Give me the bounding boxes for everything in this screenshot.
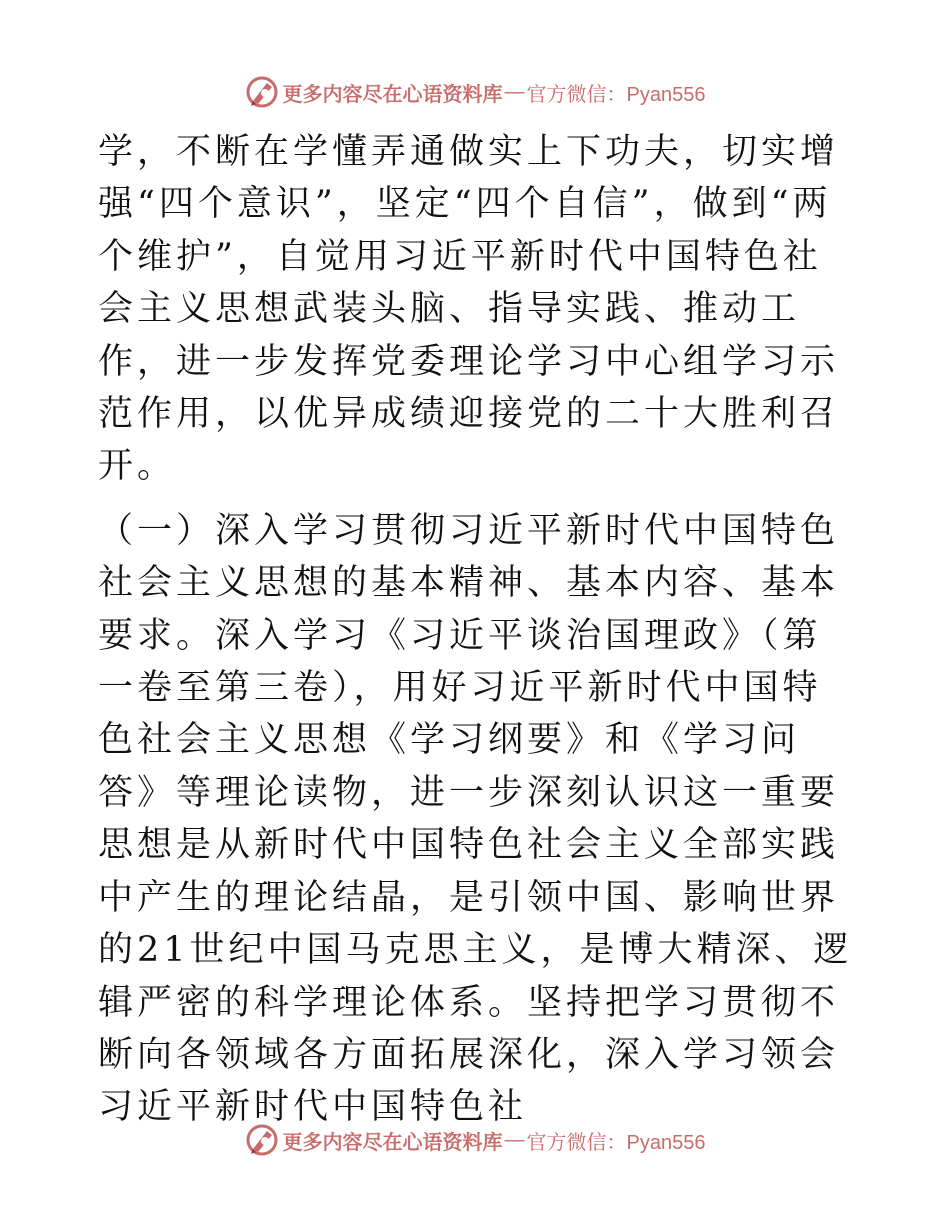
pen-logo-icon bbox=[245, 1123, 279, 1157]
paragraph-1: 学，不断在学懂弄通做实上下功夫，切实增强“四个意识”，坚定“四个自信”，做到“两个维护”，自觉用习近平新时代中国特色社会主义思想武装头脑、指导实践、推动工作，进一步发挥党委理论学习中心组学习示范作用，以优异成绩迎接党的二十大胜利召开。 bbox=[98, 132, 840, 487]
page-footer-watermark bbox=[0, 1118, 950, 1162]
header-separator: — bbox=[504, 80, 525, 103]
header-contact-text: 官方微信：Pyan556 bbox=[526, 83, 706, 106]
footer-contact-text: 官方微信：Pyan556 bbox=[526, 1131, 706, 1154]
pen-logo-icon bbox=[245, 75, 279, 109]
page-header-watermark bbox=[0, 70, 950, 114]
footer-brand-text: 更多内容尽在心语资料库 bbox=[282, 1131, 503, 1154]
paragraph-2: （一）深入学习贯彻习近平新时代中国特色社会主义思想的基本精神、基本内容、基本要求。深入学习《习近平谈治国理政》（第一卷至第三卷），用好习近平新时代中国特色社会主义思想《学习纲要》和《学习问答》等理论读物，进一步深刻认识这一重要思想是从新时代中国特色社会主义全部实践中产生的理论结晶，是引领中国、影响世界的21世纪中国马克思主义，是博大精深、逻辑严密的科学理论体系。坚持把学习贯彻不断向各领域各方面拓展深化，深入学习领会习近平新时代中国特色社 bbox=[98, 510, 853, 1128]
header-brand-text: 更多内容尽在心语资料库 bbox=[282, 83, 503, 106]
footer-separator: — bbox=[504, 1128, 525, 1151]
document-body bbox=[98, 126, 858, 1134]
